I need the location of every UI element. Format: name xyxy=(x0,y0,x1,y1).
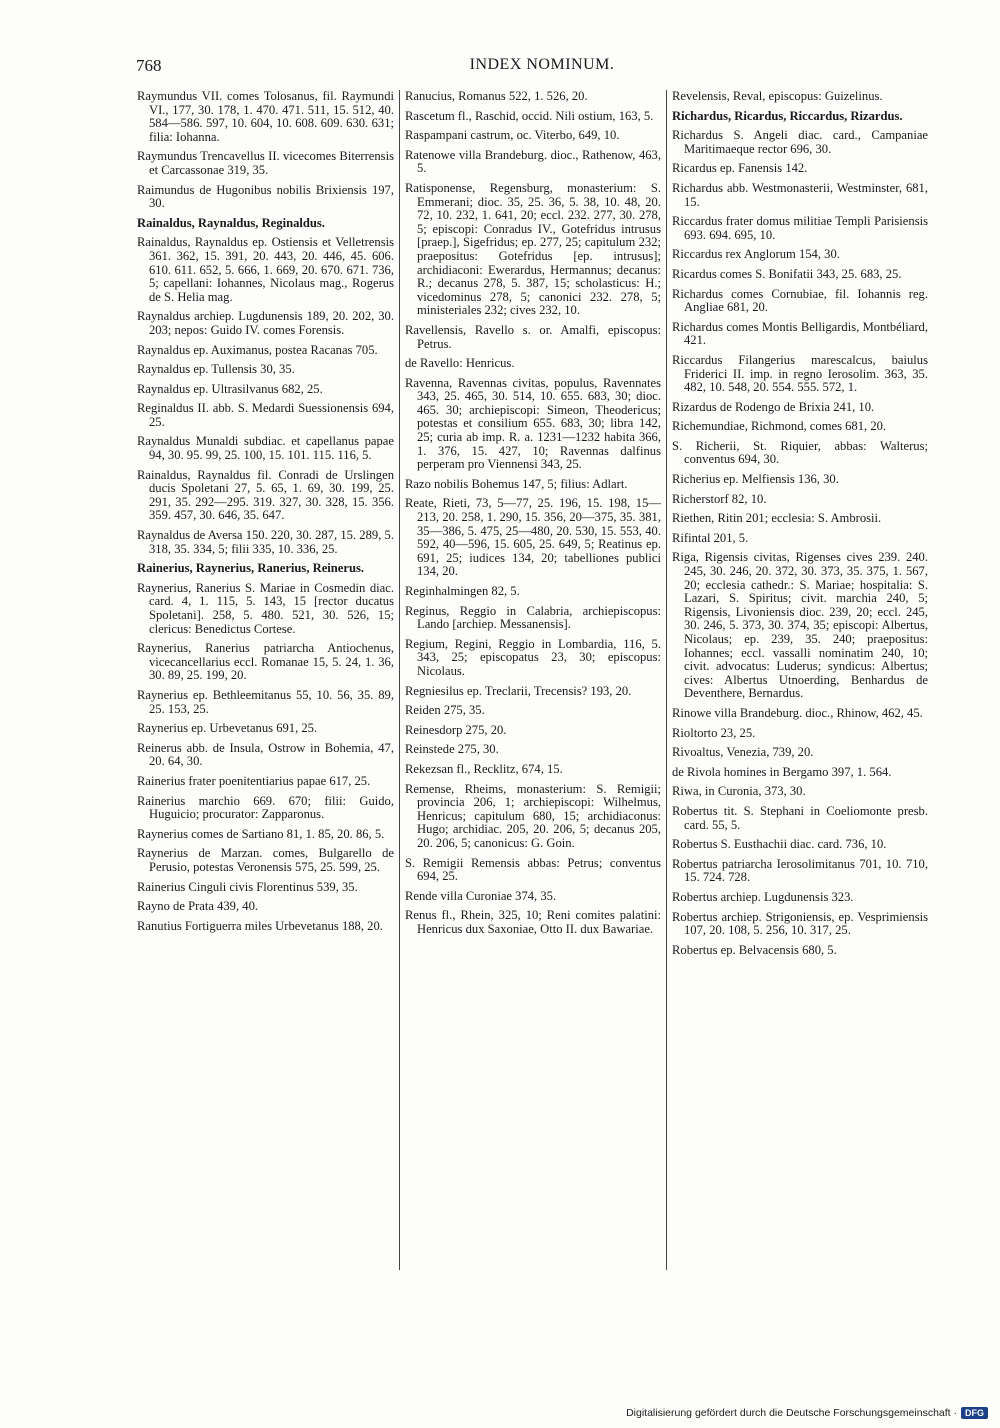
index-column-2 xyxy=(399,90,666,1270)
index-entry: Richerius ep. Melfiensis 136, 30. xyxy=(672,472,839,487)
index-entry: Robertus archiep. Strigoniensis, ep. Vesprimiensis 107, 20. 108, 5. 256, 10. 317, 25. xyxy=(672,909,928,938)
index-entry: Rainerius Cinguli civis Florentinus 539, 35. xyxy=(137,879,358,894)
index-entry: Riccardus Filangerius marescalcus, baiulus Friderici II. imp. in regno Ierosolim. 363, 35. 482, 10. 548, 20. 554. 555. 572, 1. xyxy=(672,352,928,395)
index-columns xyxy=(132,90,952,1270)
index-entry: Regniesilus ep. Treclarii, Trecensis? 193, 20. xyxy=(405,683,632,698)
index-entry: Reinstede 275, 30. xyxy=(405,742,499,757)
page-header xyxy=(136,56,948,76)
index-entry: de Rivola homines in Bergamo 397, 1. 564. xyxy=(672,764,892,779)
index-entry: Ravellensis, Ravello s. or. Amalfi, episcopus: Petrus. xyxy=(405,322,661,351)
index-entry: Revelensis, Reval, episcopus: Guizelinus. xyxy=(672,90,883,103)
index-entry: Raynerius ep. Urbevetanus 691, 25. xyxy=(137,721,318,736)
index-entry: Richardus abb. Westmonasterii, Westminster, 681, 15. xyxy=(672,180,928,209)
index-entry: Reate, Rieti, 73, 5—77, 25. 196, 15. 198, 15—213, 20. 258, 1. 290, 15. 356, 20—375, 35. 381, 35—386, 5. 475, 25—480, 20. 530, 15. 553, 40. 592, 40—596, 15. 605, 25. 649, 5; Reatinus ep. 691, 25; iudices 134, 20; tabelliones publici 134, 20. xyxy=(405,496,661,579)
index-entry: Reginhalmingen 82, 5. xyxy=(405,584,520,598)
index-entry: Robertus S. Eusthachii diac. card. 736, 10. xyxy=(672,837,887,852)
index-column-1 xyxy=(132,90,399,1270)
index-entry: Ricardus ep. Fanensis 142. xyxy=(672,161,808,176)
index-entry: Rayno de Prata 439, 40. xyxy=(137,899,259,914)
index-entry: Raynerius, Ranerius S. Mariae in Cosmedin diac. card. 4, 1. 115, 5. 143, 15 [rector ducatus Spoletani]. 258, 5. 480. 521, 30. 526, 15; clericus: Benedictus Cortese. xyxy=(137,580,394,636)
index-entry: Richardus S. Angeli diac. card., Campaniae Maritimaeque rector 696, 30. xyxy=(672,128,928,156)
index-entry: Regium, Regini, Reggio in Lombardia, 116, 5. 343, 25; episcopatus 23, 30; episcopus: Nicolaus. xyxy=(405,636,661,678)
index-entry: Rioltorto 23, 25. xyxy=(672,725,756,740)
footer-credit-text: Digitalisierung gefördert durch die Deutsche Forschungsgemeinschaft · xyxy=(626,1407,957,1419)
index-entry: Raynaldus archiep. Lugdunensis 189, 20. 202, 30. 203; nepos: Guido IV. comes Forensis. xyxy=(137,309,394,337)
index-entry: Rainerius marchio 669. 670; filii: Guido, Huguicio; procurator: Zapparonus. xyxy=(137,793,394,822)
index-entry: Robertus patriarcha Ierosolimitanus 701, 10. 710, 15. 724. 728. xyxy=(672,856,928,885)
index-entry: Raynaldus Munaldi subdiac. et capellanus papae 94, 30. 95. 99, 25. 100, 15. 101. 115. 116, 5. xyxy=(137,434,394,463)
page-number: 768 xyxy=(136,56,162,75)
index-entry: Richardus comes Cornubiae, fil. Iohannis reg. Angliae 681, 20. xyxy=(672,286,928,315)
index-entry: Riga, Rigensis civitas, Rigenses cives 239. 240. 245, 30. 246, 20. 372, 30. 373, 35. 375, 1. 567, 20; ecclesia cathedr.: S. Mariae; hospitalia: S. Lazari, S. Spiritus; civit. marchia 240, 5; Rigensis, Livoniensis dioc. 239, 20; eccl. 245, 30. 246, 5. 373, 30. 374, 35; episcopi: Albertus, Nicolaus; ep. 239, 35. 240; praepositus: Iohannes; eccl. vassalli nominatim 240, 10; civit. advocatus: Luderus; syndicus: Albertus; cives: Albertus Utnoerding, Benhardus de Deventhere, Bernardus. xyxy=(672,550,928,701)
index-entry: Raynaldus ep. Tullensis 30, 35. xyxy=(137,362,295,377)
index-entry: de Ravello: Henricus. xyxy=(405,356,515,371)
index-entry: Rifintal 201, 5. xyxy=(672,530,749,545)
index-entry: Raynerius comes de Sartiano 81, 1. 85, 20. 86, 5. xyxy=(137,826,385,841)
index-entry: Remense, Rheims, monasterium: S. Remigii; provincia 206, 1; archiepiscopi: Wilhelmus, Henricus; capitulum 680, 15; archidiaconus: Hugo; archidiac. 205, 20. 206, 5; decanus 205, 20. 206, 5; canonicus: G. Goin. xyxy=(405,781,661,850)
index-entry: Reiden 275, 35. xyxy=(405,703,485,718)
index-entry: Rekezsan fl., Recklitz, 674, 15. xyxy=(405,761,563,776)
index-entry: Rainerius frater poenitentiarius papae 617, 25. xyxy=(137,773,371,788)
index-entry: Richerstorf 82, 10. xyxy=(672,491,767,506)
index-entry: Rainaldus, Raynaldus ep. Ostiensis et Velletrensis 361. 362, 15. 391, 20. 443, 20. 446, 45. 606. 610. 611. 652, 5. 666, 1. 669, 20. 670. 671. 736, 5; capellani: Iohannes, Nicolaus mag., Rogerus de S. Helia mag. xyxy=(137,235,394,304)
running-title: INDEX NOMINUM. xyxy=(469,56,615,73)
index-entry: Rivoaltus, Venezia, 739, 20. xyxy=(672,745,814,760)
index-entry: Raynerius ep. Bethleemitanus 55, 10. 56, 35. 89, 25. 153, 25. xyxy=(137,687,394,716)
index-entry: Raynerius de Marzan. comes, Bulgarello de Perusio, potestas Veronensis 575, 25. 599, 25. xyxy=(137,846,394,874)
index-entry: Raynerius, Ranerius patriarcha Antiochenus, vicecancellarius eccl. Romanae 15, 5. 24, 1. 36, 30. 89, 25. 199, 20. xyxy=(137,641,394,683)
index-entry: Richemundiae, Richmond, comes 681, 20. xyxy=(672,419,887,434)
index-entry: Riccardus frater domus militiae Templi Parisiensis 693. 694. 695, 10. xyxy=(672,214,928,242)
index-entry: Raymundus VII. comes Tolosanus, fil. Raymundi VI., 177, 30. 178, 1. 470. 471. 511, 15. 512, 40. 584—586. 597, 10. 604, 10. 608. 609. 630. 631; filia: Iohanna. xyxy=(137,90,394,144)
index-entry: Rainaldus, Raynaldus fil. Conradi de Urslingen ducis Spoletani 27, 5. 65, 1. 69, 30. 199, 25. 291, 35. 292—295. 319. 327, 30. 328, 15. 356. 359. 457, 30. 646, 35. 647. xyxy=(137,467,394,523)
index-entry: Razo nobilis Bohemus 147, 5; filius: Adlart. xyxy=(405,476,628,491)
index-entry: S. Remigii Remensis abbas: Petrus; conventus 694, 25. xyxy=(405,855,661,884)
index-entry: Raynaldus ep. Auximanus, postea Racanas 705. xyxy=(137,342,378,357)
index-entry: Robertus ep. Belvacensis 680, 5. xyxy=(672,942,837,957)
index-entry: Riethen, Ritin 201; ecclesia: S. Ambrosii. xyxy=(672,511,882,526)
index-entry: S. Richerii, St. Riquier, abbas: Walterus; conventus 694, 30. xyxy=(672,438,928,467)
index-entry: Ranutius Fortiguerra miles Urbevetanus 188, 20. xyxy=(137,918,383,933)
index-entry: Raymundus Trencavellus II. vicecomes Biterrensis et Carcassonae 319, 35. xyxy=(137,149,394,177)
index-entry: Reginaldus II. abb. S. Medardi Suessionensis 694, 25. xyxy=(137,401,394,429)
index-entry: Riccardus rex Anglorum 154, 30. xyxy=(672,247,840,262)
index-entry: Reginus, Reggio in Calabria, archiepiscopus: Lando [archiep. Messanensis]. xyxy=(405,603,661,632)
index-entry: Rascetum fl., Raschid, occid. Nili ostium, 163, 5. xyxy=(405,108,654,123)
index-entry: Ratisponense, Regensburg, monasterium: S. Emmerani; dioc. 35, 25. 36, 5. 38, 10. 48, 20. 72, 10. 232, 1. 641, 20; eccl. 232. 277, 30. 278, 5; episcopi: Conradus IV., Gotefridus intrusus [praep.], Sigefridus; ep. 277, 25; capitulum 232; praepositus: Gotefridus [ep. intrusus]; archidiaconi: Ewerardus, Hermannus; decanus: R.; decanus 278, 5. 387, 15; scholasticus: H.; vicedominus 278, 5; canonici 232. 278, 5; ministeriales 232; cives 232, 10. xyxy=(405,180,661,318)
index-entry: Rizardus de Rodengo de Brixia 241, 10. xyxy=(672,399,875,414)
index-entry: Rende villa Curoniae 374, 35. xyxy=(405,888,557,903)
index-entry: Ricardus comes S. Bonifatii 343, 25. 683, 25. xyxy=(672,266,902,281)
dfg-logo: DFG xyxy=(961,1407,988,1419)
index-column-3 xyxy=(666,90,933,1270)
index-heading: Richardus, Ricardus, Riccardus, Rizardus. xyxy=(672,108,903,123)
footer-credit xyxy=(626,1406,988,1420)
index-entry: Reinesdorp 275, 20. xyxy=(405,722,507,737)
index-entry: Robertus archiep. Lugdunensis 323. xyxy=(672,889,854,904)
index-entry: Richardus comes Montis Belligardis, Montbéliard, 421. xyxy=(672,319,928,348)
index-entry: Ravenna, Ravennas civitas, populus, Ravennates 343, 25. 465, 30. 514, 10. 655. 683, 30; dioc. 465. 30; archiepiscopi: Simeon, Theodericus; potestas et consilium 655. 683, 30; libra 142, 25; curia ab imp. R. a. 1231—1232 habita 366, 1. 376, 15. 427, 10; Ravennas dalfinus perperam pro Viennensi 343, 25. xyxy=(405,375,661,472)
index-entry: Raimundus de Hugonibus nobilis Brixiensis 197, 30. xyxy=(137,182,394,211)
index-entry: Raynaldus de Aversa 150. 220, 30. 287, 15. 289, 5. 318, 35. 334, 5; filii 335, 10. 336, 25. xyxy=(137,528,394,556)
index-entry: Raspampani castrum, oc. Viterbo, 649, 10. xyxy=(405,128,620,143)
index-entry: Ranucius, Romanus 522, 1. 526, 20. xyxy=(405,90,588,103)
index-entry: Raynaldus ep. Ultrasilvanus 682, 25. xyxy=(137,381,323,396)
index-heading: Rainerius, Raynerius, Ranerius, Reinerus. xyxy=(137,561,365,576)
index-heading: Rainaldus, Raynaldus, Reginaldus. xyxy=(137,215,325,230)
index-entry: Robertus tit. S. Stephani in Coeliomonte presb. card. 55, 5. xyxy=(672,803,928,832)
index-entry: Rinowe villa Brandeburg. dioc., Rhinow, 462, 45. xyxy=(672,705,923,720)
index-entry: Riwa, in Curonia, 373, 30. xyxy=(672,784,806,799)
index-entry: Ratenowe villa Brandeburg. dioc., Rathenow, 463, 5. xyxy=(405,147,661,176)
index-entry: Reinerus abb. de Insula, Ostrow in Bohemia, 47, 20. 64, 30. xyxy=(137,740,394,769)
index-entry: Renus fl., Rhein, 325, 10; Reni comites palatini: Henricus dux Saxoniae, Otto II. dux Bawariae. xyxy=(405,908,661,936)
